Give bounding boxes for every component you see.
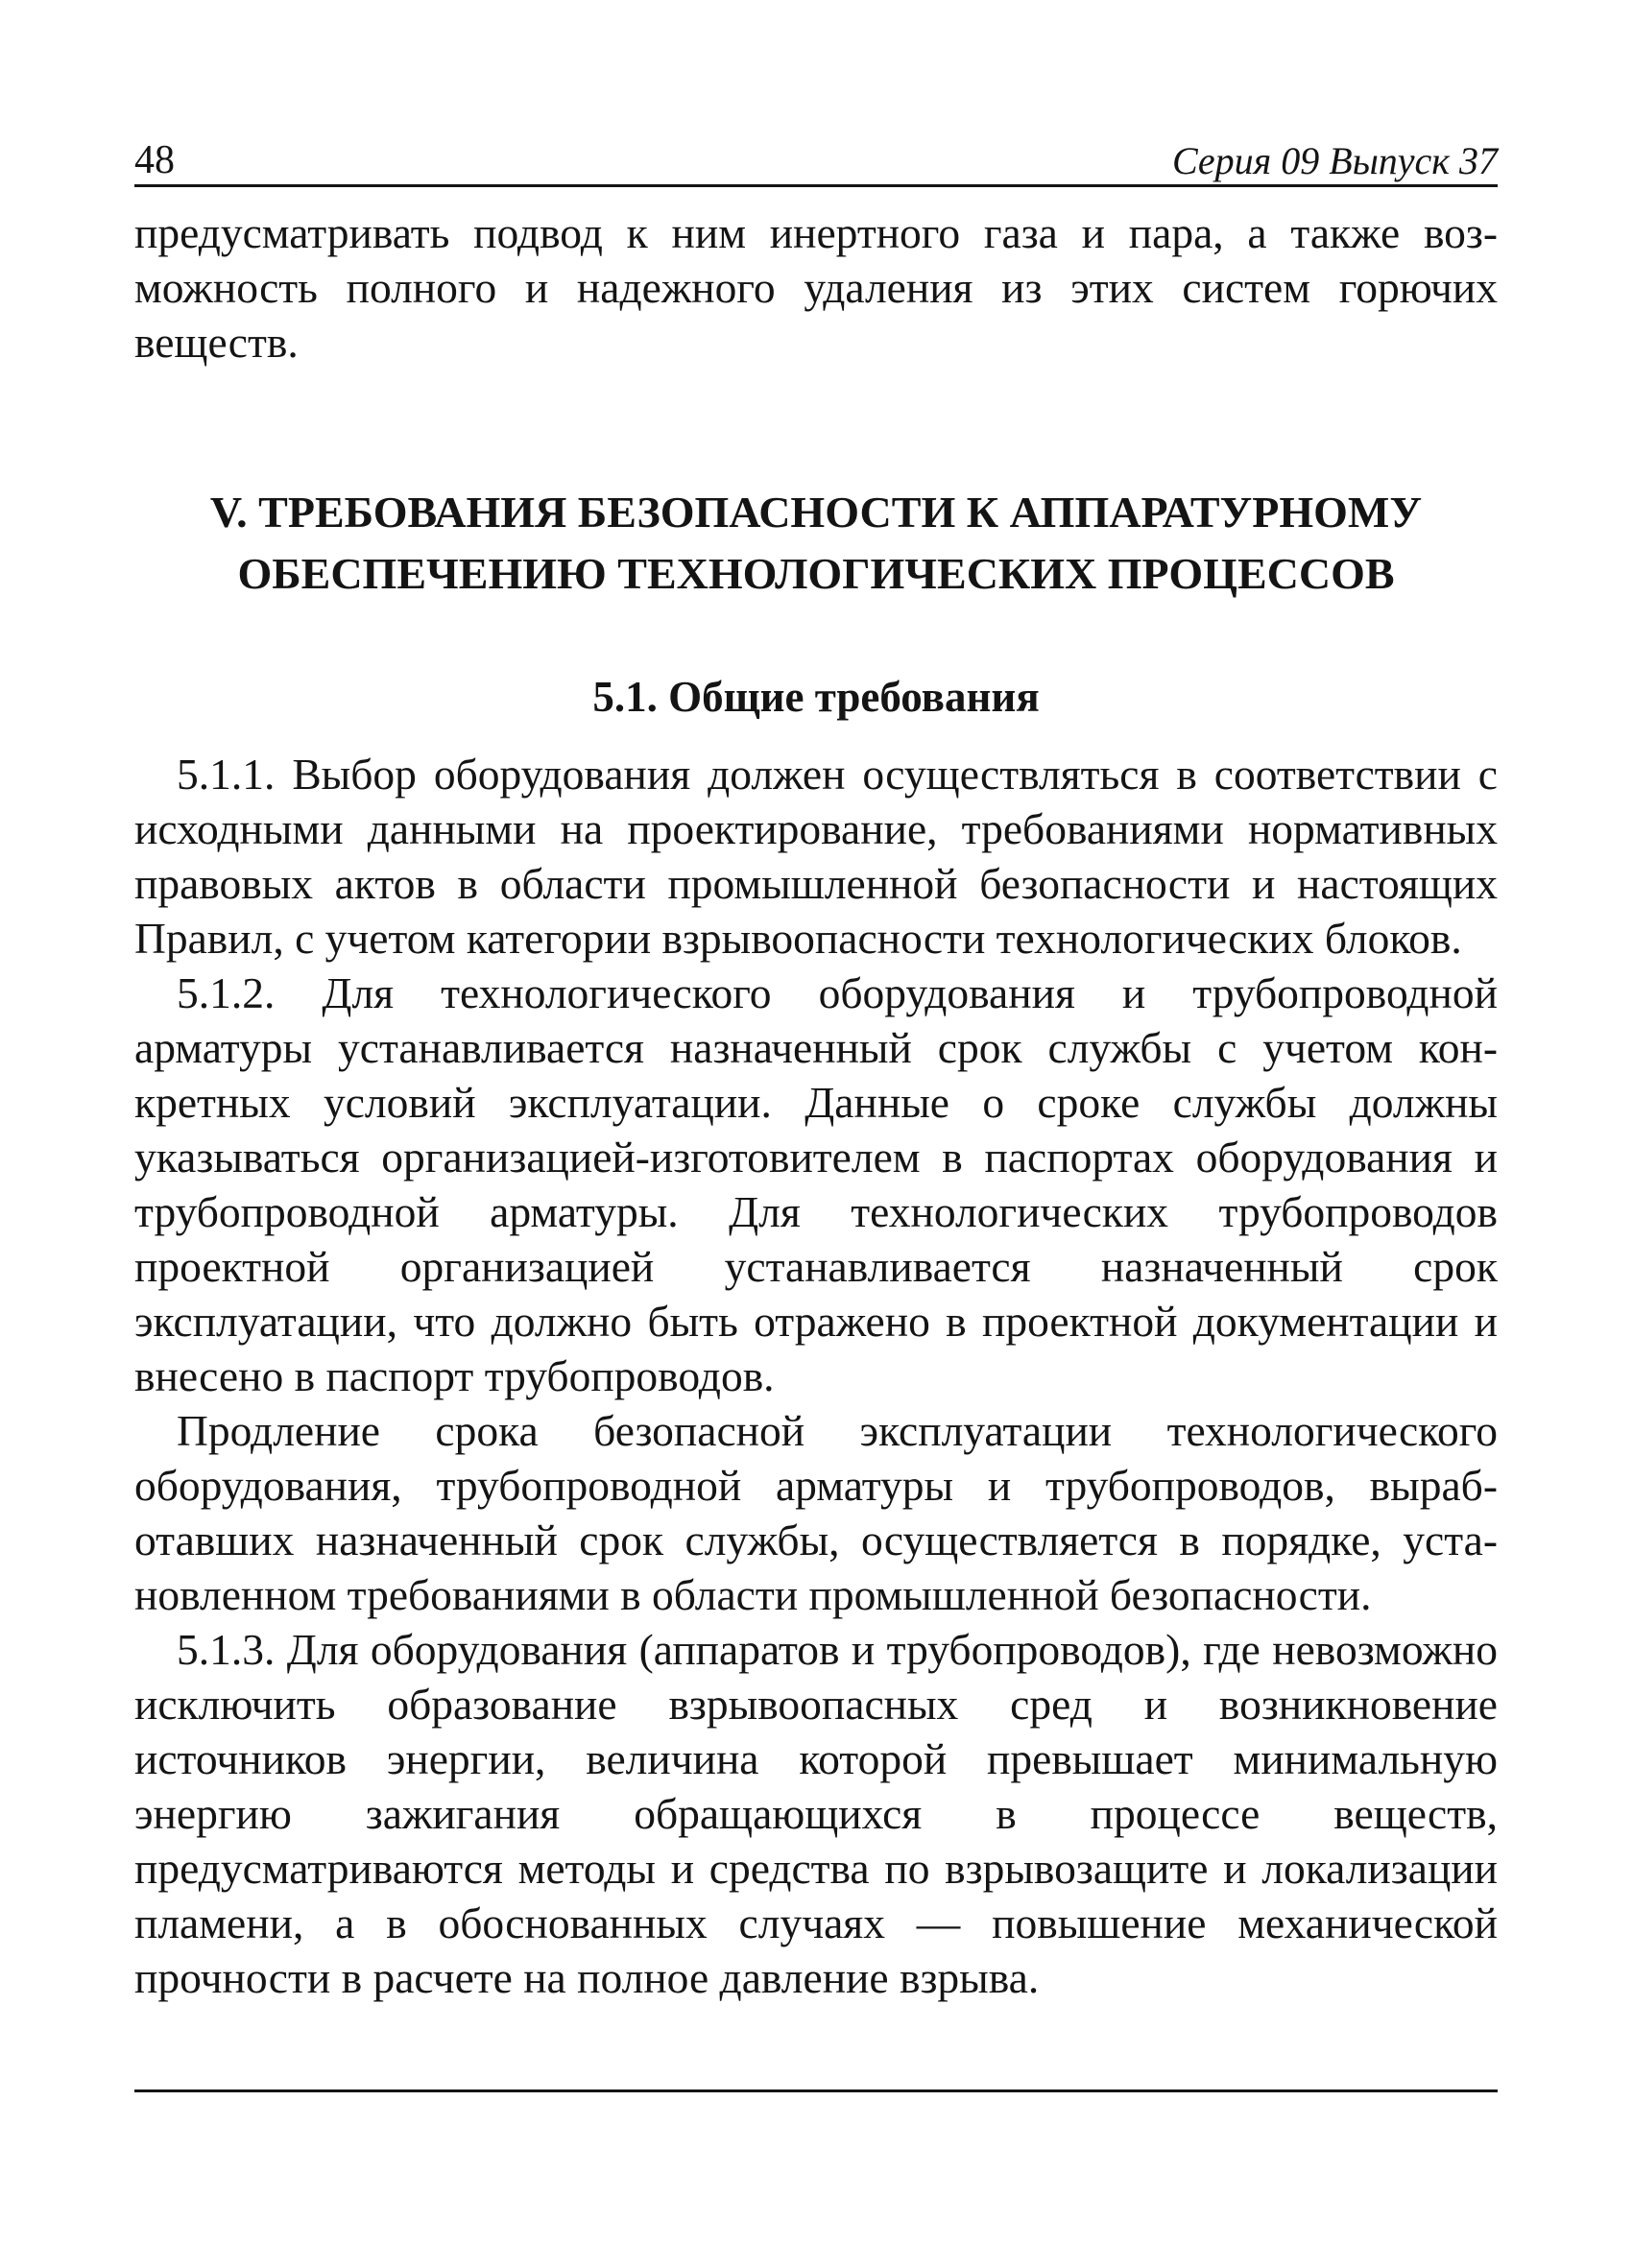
- page-header: [134, 134, 1498, 187]
- subsection-title: 5.1. Общие требования: [592, 673, 1040, 721]
- section-title: [134, 482, 1498, 605]
- footer-rule: [134, 2089, 1498, 2092]
- paragraph-5-1-1: 5.1.1. Выбор оборудования должен осуществляться в соответствии с исходными данными на проектирование, требованиями нормативных правовых актов в области промышленной безопасности и настоящих Правил, с учетом категории взрывоопасности технологических блоков.: [134, 750, 1498, 963]
- paragraph-5-1-2: 5.1.2. Для технологического оборудования и трубопроводной арматуры устанавливается назначенный срок службы с учетом конкретных условий эксплуатации. Данные о сроке службы должны указываться организацией-изготовителем в паспортах оборудования и трубопроводной арматуры. Для технологических трубопроводов проектной организацией устанавливается назначенный срок эксплуатации, что должно быть отражено в проектной документации и внесено в паспорт трубопроводов.: [134, 968, 1498, 1400]
- page-body: [134, 205, 1498, 2005]
- page-number: 48: [134, 138, 175, 182]
- paragraph-5-1-3: 5.1.3. Для оборудования (аппаратов и трубопроводов), где невозможно исключить образование взрывоопасных сред и возникновение источников энергии, величина которой превышает минимальную энергию зажигания обращающихся в процессе веществ, предусматриваются методы и средства по взрывозащите и локализации пламени, а в обоснованных случаях — повышение механической прочности в расчете на полное давление взрыва.: [134, 1625, 1498, 2002]
- continuation-paragraph: предусматривать подвод к ним инертного газа и пара, а также возможность полного и надежного удаления из этих систем горючих веществ.: [134, 208, 1498, 367]
- section-title-line-2: ОБЕСПЕЧЕНИЮ ТЕХНОЛОГИЧЕСКИХ ПРОЦЕССОВ: [237, 549, 1395, 598]
- running-head: Серия 09 Выпуск 37: [1171, 139, 1498, 182]
- section-title-line-1: V. ТРЕБОВАНИЯ БЕЗОПАСНОСТИ К АППАРАТУРНОМУ: [209, 488, 1423, 537]
- paragraph-extension: Продление срока безопасной эксплуатации технологического оборудования, трубопроводной арматуры и трубопроводов, выработавших назначенный срок службы, осуществляется в порядке, установленном требованиями в области промышленной безопасности.: [134, 1406, 1498, 1619]
